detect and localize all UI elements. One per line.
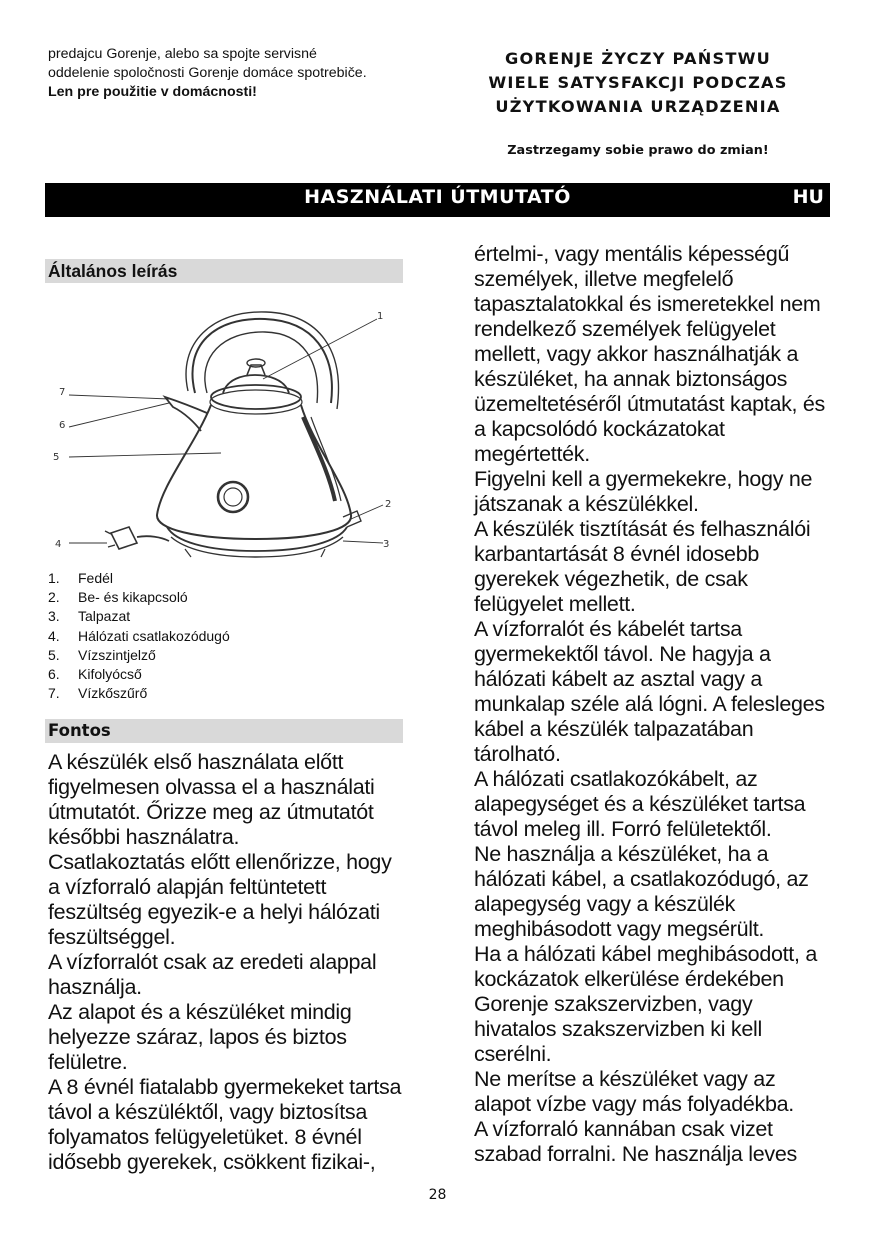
text-line: a vízforraló alapján feltüntetett (48, 875, 327, 899)
text-line: szabad forralni. Ne használja leves (474, 1142, 797, 1166)
text-line: alapot vízbe vagy más folyadékba. (474, 1092, 794, 1116)
callout-7: 7 (59, 387, 66, 398)
text-line: folyamatos felügyeletüket. 8 évnél (48, 1125, 362, 1149)
callout-1: 1 (377, 311, 384, 322)
section-banner (45, 183, 830, 217)
important-text (48, 750, 408, 1175)
household-use-note: Len pre použitie v domácnosti! (48, 84, 257, 100)
text-line: személyek, illetve megfelelő (474, 267, 734, 291)
text-line: hálózati kábelt az asztal vagy a (474, 667, 762, 691)
text-line: A 8 évnél fiatalabb gyermekeket tartsa (48, 1075, 402, 1099)
parts-list (48, 569, 388, 703)
general-description-heading: Általános leírás (45, 259, 403, 283)
text-line: A hálózati csatlakozókábelt, az (474, 767, 758, 791)
text-line: alapegységet és a készüléket tartsa (474, 792, 806, 816)
text-line: tapasztalatokkal és ismeretekkel nem (474, 292, 821, 316)
callout-3: 3 (383, 539, 390, 550)
text-line: A vízforralót csak az eredeti alappal (48, 950, 377, 974)
text-line: alapegység vagy a készülék (474, 892, 736, 916)
text-line: A vízforralót és kábelét tartsa (474, 617, 742, 641)
callout-5: 5 (53, 452, 60, 463)
banner-title: HASZNÁLATI ÚTMUTATÓ (304, 186, 571, 208)
text-line: gyermekektől távol. Ne hagyja a (474, 642, 771, 666)
text-line: felügyelet mellett. (474, 592, 636, 616)
kettle-diagram (45, 305, 403, 567)
text-line: távol a készüléktől, vagy biztosítsa (48, 1100, 368, 1124)
header-right-slogan (452, 47, 824, 119)
text-line: Figyelni kell a gyermekekre, hogy ne (474, 467, 813, 491)
changes-reserved-note: Zastrzegamy sobie prawo do zmian! (507, 143, 769, 158)
text-line: A készülék tisztítását és felhasználói (474, 517, 811, 541)
text-line: A vízforraló kannában csak vizet (474, 1117, 773, 1141)
list-item: 3. Talpazat (48, 608, 131, 625)
text-line: hálózati kábel, a csatlakozódugó, az (474, 867, 809, 891)
text-line: figyelmesen olvassa el a használati (48, 775, 375, 799)
page-number: 28 (428, 1187, 447, 1203)
text-line: karbantartását 8 évnél idosebb (474, 542, 760, 566)
text-line: későbbi használatra. (48, 825, 240, 849)
list-item: 7. Vízkőszűrő (48, 685, 148, 702)
list-item: 6. Kifolyócső (48, 666, 142, 683)
text-line: A készülék első használata előtt (48, 750, 344, 774)
list-item: 5. Vízszintjelző (48, 646, 156, 663)
text-line: cserélni. (474, 1042, 552, 1066)
list-item: 1. Fedél (48, 570, 114, 586)
text-line: játszanak a készülékkel. (474, 492, 699, 516)
text-line: kockázatok elkerülése érdekében (474, 967, 784, 991)
text-line: Ne merítse a készüléket vagy az (474, 1067, 776, 1091)
list-item: 2. Be- és kikapcsoló (48, 589, 188, 606)
text-line: rendelkező személyek felügyelet (474, 317, 776, 341)
text-line: Csatlakoztatás előtt ellenőrizze, hogy (48, 850, 392, 874)
header-left-line: predajcu Gorenje, alebo sa spojte servisné (48, 46, 317, 62)
text-line: tárolható. (474, 742, 561, 766)
text-line: Ha a hálózati kábel meghibásodott, a (474, 942, 817, 966)
slogan-line: WIELE SATYSFAKCJI PODCZAS (488, 73, 788, 92)
text-line: feszültség egyezik-e a helyi hálózati (48, 900, 380, 924)
text-line: felületre. (48, 1050, 128, 1074)
text-line: használja. (48, 975, 142, 999)
safety-text (474, 242, 834, 1167)
header-left-text (48, 45, 448, 102)
text-line: hivatalos szakszervizben ki kell (474, 1017, 762, 1041)
list-item: 4. Hálózati csatlakozódugó (48, 627, 230, 644)
text-line: gyerekek végezhetik, de csak (474, 567, 748, 591)
text-line: értelmi-, vagy mentális képességű (474, 242, 790, 266)
text-line: mellett, vagy akkor használhatják a (474, 342, 799, 366)
text-line: helyezze száraz, lapos és biztos (48, 1025, 347, 1049)
text-line: Ne használja a készüléket, ha a (474, 842, 769, 866)
text-line: megértették. (474, 442, 590, 466)
text-line: Gorenje szakszervizben, vagy (474, 992, 753, 1016)
header-left-line: oddelenie spoločnosti Gorenje domáce spotrebiče. (48, 65, 367, 81)
text-line: idősebb gyerekek, csökkent fizikai-, (48, 1150, 376, 1174)
slogan-line: UŻYTKOWANIA URZĄDZENIA (495, 97, 781, 116)
text-line: készüléket, ha annak biztonságos (474, 367, 788, 391)
important-heading: Fontos (45, 719, 403, 743)
text-line: távol meleg ill. Forró felületektől. (474, 817, 772, 841)
text-line: üzemeltetéséről útmutatást kaptak, és (474, 392, 825, 416)
kettle-illustration (45, 305, 403, 567)
text-line: feszültséggel. (48, 925, 176, 949)
text-line: munkalap széle alá lógni. A felesleges (474, 692, 825, 716)
callout-4: 4 (55, 539, 62, 550)
text-line: kábel a készülék talpazatában (474, 717, 754, 741)
callout-2: 2 (385, 499, 392, 510)
slogan-line: GORENJE ŻYCZY PAŃSTWU (504, 49, 772, 68)
language-code: HU (792, 186, 824, 208)
callout-6: 6 (59, 420, 66, 431)
text-line: meghibásodott vagy megsérült. (474, 917, 765, 941)
text-line: a kapcsolódó kockázatokat (474, 417, 725, 441)
text-line: útmutatót. Őrizze meg az útmutatót (48, 800, 374, 824)
text-line: Az alapot és a készüléket mindig (48, 1000, 352, 1024)
